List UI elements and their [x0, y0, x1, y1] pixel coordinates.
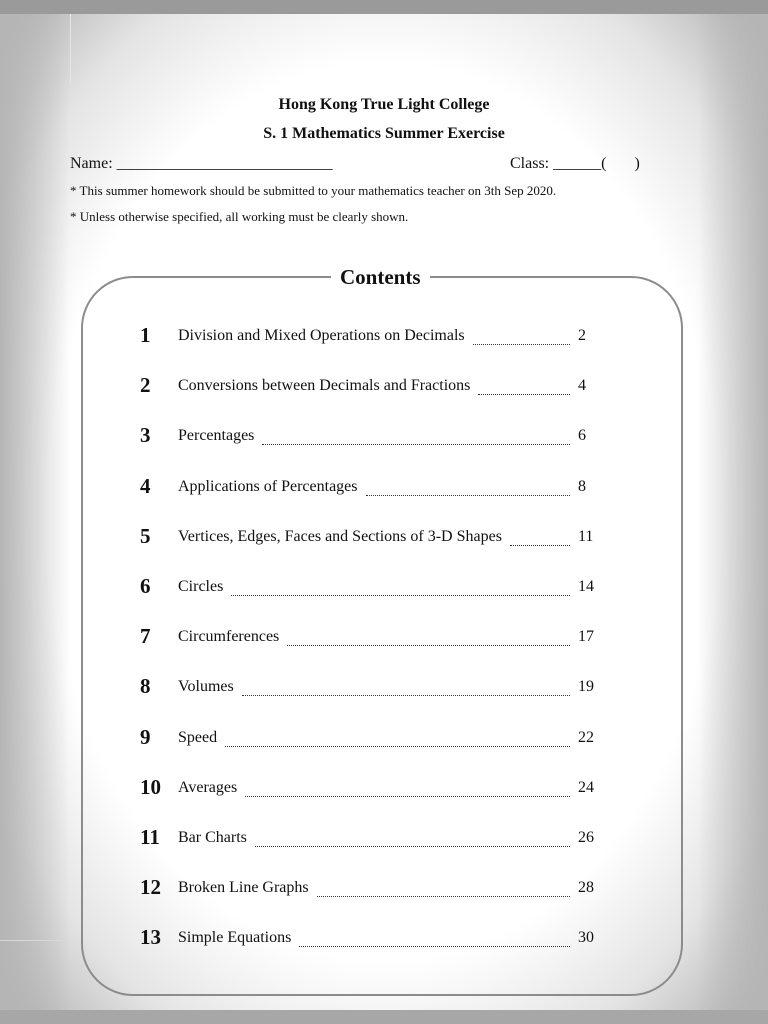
- toc-page-number: 2: [578, 327, 586, 344]
- toc-page-number: 28: [578, 879, 594, 897]
- toc-page-number: 14: [578, 577, 594, 595]
- toc-entry[interactable]: [140, 370, 610, 420]
- toc-number: 13: [140, 925, 161, 950]
- toc-number: 8: [140, 674, 151, 699]
- toc-page-number: 22: [578, 728, 594, 746]
- toc-page-number: 4: [578, 377, 586, 395]
- toc-title: Circumferences: [178, 628, 280, 646]
- toc-title: Applications of Percentages: [178, 477, 358, 495]
- toc-page-number: 24: [578, 778, 594, 796]
- dot-leader: [231, 571, 570, 596]
- toc-number: 7: [140, 624, 151, 649]
- toc-entry[interactable]: [140, 571, 610, 621]
- toc-number: 12: [140, 875, 161, 900]
- dot-leader: [262, 420, 570, 445]
- toc-entry[interactable]: [140, 420, 610, 470]
- toc-entry[interactable]: [140, 671, 610, 721]
- toc-entry[interactable]: [140, 722, 610, 772]
- toc-entry[interactable]: [140, 471, 610, 521]
- toc-title: Circles: [178, 577, 224, 595]
- dot-leader: [510, 521, 570, 546]
- toc-entry[interactable]: [140, 621, 610, 671]
- toc-title: Volumes: [178, 678, 234, 696]
- toc-page-number: 19: [578, 678, 594, 696]
- toc-number: 11: [140, 824, 160, 849]
- submission-note: * This summer homework should be submitted to your mathematics teacher on 3th Sep 2020.: [70, 183, 557, 198]
- dot-leader: [366, 471, 571, 496]
- toc-number: 10: [140, 774, 161, 799]
- toc-entry[interactable]: [140, 922, 610, 972]
- dot-leader: [473, 320, 570, 345]
- toc-title: Simple Equations: [178, 929, 292, 947]
- toc-number: 1: [140, 323, 151, 347]
- dot-leader: [242, 671, 570, 696]
- dot-leader: [299, 922, 570, 947]
- dot-leader: [225, 722, 570, 747]
- toc-number: 3: [140, 423, 151, 448]
- toc-page-number: 11: [578, 527, 594, 545]
- toc-number: 5: [140, 523, 151, 548]
- toc-number: 6: [140, 573, 151, 598]
- toc-title: Vertices, Edges, Faces and Sections of 3-D Shapes: [178, 527, 502, 545]
- toc-number: 2: [140, 373, 151, 398]
- name-field: Name: ___________________________: [70, 155, 333, 172]
- school-name: Hong Kong True Light College: [278, 96, 490, 113]
- toc-page-number: 17: [578, 628, 594, 646]
- dot-leader: [255, 822, 570, 847]
- dot-leader: [317, 872, 570, 897]
- dot-leader: [287, 621, 570, 646]
- toc-entry[interactable]: [140, 521, 610, 571]
- working-note: * Unless otherwise specified, all working must be clearly shown.: [70, 209, 409, 224]
- exercise-title: S. 1 Mathematics Summer Exercise: [263, 125, 505, 142]
- viewer-bottom-edge: [0, 1010, 768, 1024]
- toc-page-number: 6: [578, 427, 586, 445]
- toc-title: Conversions between Decimals and Fractions: [178, 377, 471, 395]
- dot-leader: [245, 772, 570, 797]
- contents-heading: Contents: [331, 263, 430, 291]
- toc-title: Percentages: [178, 427, 255, 445]
- toc-page-number: 26: [578, 828, 594, 846]
- table-of-contents: [140, 320, 610, 972]
- toc-entry[interactable]: [140, 822, 610, 872]
- dot-leader: [478, 370, 570, 395]
- toc-title: Broken Line Graphs: [178, 879, 309, 897]
- toc-page-number: 8: [578, 477, 586, 495]
- toc-number: 9: [140, 724, 151, 749]
- toc-page-number: 30: [578, 929, 594, 947]
- class-field: Class: ______( ): [510, 155, 640, 172]
- toc-entry[interactable]: [140, 872, 610, 922]
- toc-entry[interactable]: [140, 772, 610, 822]
- toc-title: Division and Mixed Operations on Decimals: [178, 327, 465, 344]
- toc-entry[interactable]: [140, 320, 610, 370]
- toc-title: Bar Charts: [178, 828, 247, 846]
- toc-title: Speed: [178, 728, 218, 746]
- toc-number: 4: [140, 473, 151, 498]
- toc-title: Averages: [178, 778, 238, 796]
